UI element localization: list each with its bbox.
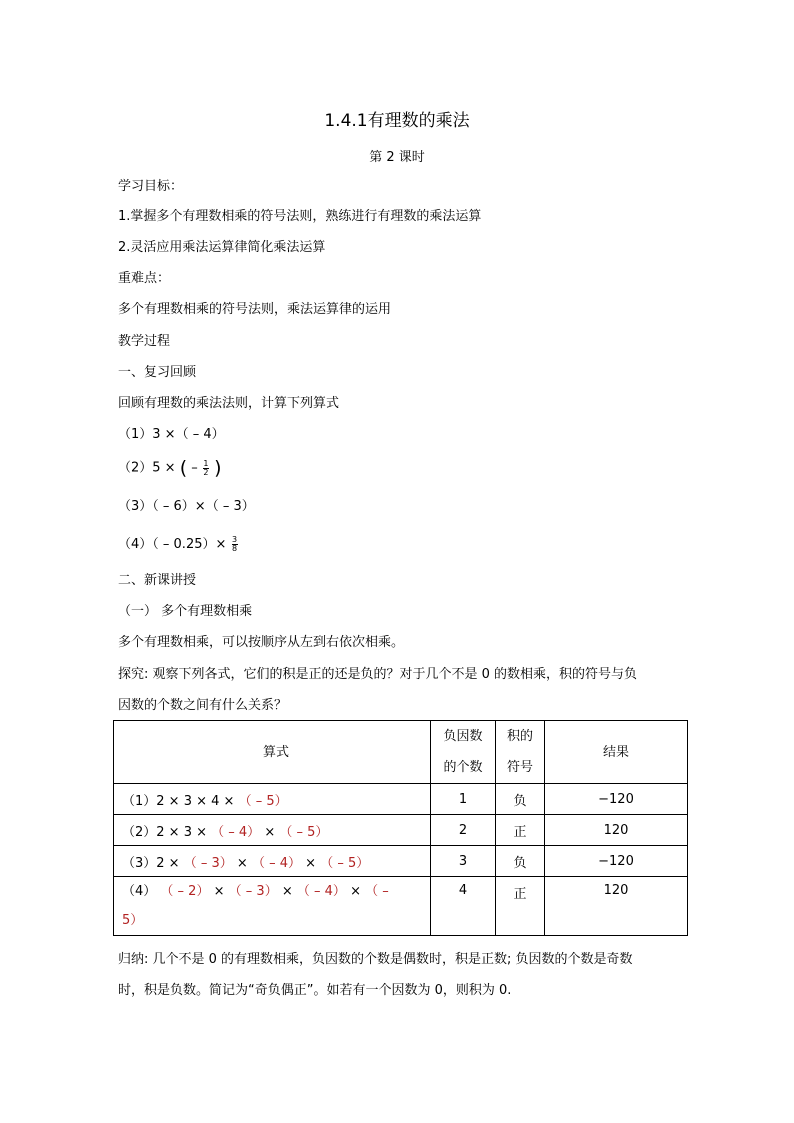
row-4-negative-factor: （ – 2） [160, 884, 210, 899]
row-3-sign: 负 [496, 846, 545, 877]
row-4-times: × [350, 884, 361, 899]
exercise-2-close-paren: ) [214, 457, 222, 479]
table-header-row [114, 721, 688, 784]
row-4-prefix: （4） [122, 884, 157, 899]
row-2-prefix: （2）2 × 3 × [122, 824, 207, 840]
row-4-negative-factor: （ – 3） [228, 884, 278, 899]
row-3-times: × [305, 855, 317, 871]
row-1-count: 1 [431, 784, 496, 815]
page-subtitle: 第 2 课时 [369, 150, 425, 165]
table-row [114, 784, 688, 815]
review-intro: 回顾有理数的乘法法则，计算下列算式 [118, 396, 340, 411]
exercise-2-open-paren: ( [179, 457, 188, 479]
explore-text-line-1: 探究: 观察下列各式，它们的积是正的还是负的？对于几个不是 0 的数相乘，积的符号与负 [118, 667, 638, 682]
row-3-negative-factor: （ – 3） [183, 855, 233, 871]
exercise-4-numerator: 3 [231, 535, 238, 544]
header-expression-label: 算式 [262, 744, 289, 760]
subsection-heading: （一） 多个有理数相乘 [118, 604, 253, 619]
exercise-4 [118, 536, 239, 554]
header-product-sign-line-2: 符号 [506, 760, 533, 775]
key-points-heading: 重难点： [118, 271, 171, 286]
row-4-times: × [281, 884, 293, 899]
header-product-sign [496, 721, 545, 784]
row-2-negative-factor: （ – 4） [211, 824, 261, 840]
exercise-1: （1）3 ×（ – 4） [118, 427, 225, 442]
row-1-expression [114, 784, 431, 815]
objectives-heading: 学习目标： [118, 179, 184, 194]
row-4-times: × [213, 884, 225, 899]
sign-rule-table [113, 720, 688, 936]
row-3-count: 3 [431, 846, 496, 877]
section-new-lesson-heading: 二、新课讲授 [118, 573, 197, 588]
key-points-text: 多个有理数相乘的符号法则，乘法运算律的运用 [118, 302, 392, 317]
objective-2: 2.灵活应用乘法运算律简化乘法运算 [118, 240, 326, 255]
exercise-3: （3）（ – 6）×（ – 3） [118, 499, 255, 514]
row-4-expression-line-1 [122, 877, 430, 906]
row-1-result: −120 [545, 784, 688, 815]
table-row [114, 815, 688, 846]
row-3-negative-factor: （ – 5） [320, 855, 370, 871]
row-2-sign: 正 [496, 815, 545, 846]
exercise-2-sign: – [191, 460, 198, 476]
row-4-negative-factor-start: （ – [365, 884, 389, 899]
conclusion-line-2: 时，积是负数。简记为“奇负偶正”。如若有一个因数为 0，则积为 0. [118, 983, 512, 998]
header-product-sign-line-1: 积的 [506, 729, 533, 744]
row-2-expression [114, 815, 431, 846]
row-4-count: 4 [431, 877, 496, 936]
row-4-expression [114, 877, 431, 936]
row-2-result: 120 [545, 815, 688, 846]
row-4-negative-factor: （ – 4） [296, 884, 346, 899]
row-3-prefix: （3）2 × [122, 855, 180, 871]
row-2-times: × [264, 824, 276, 840]
explore-text-line-2: 因数的个数之间有什么关系？ [118, 698, 288, 713]
rule-text: 多个有理数相乘，可以按顺序从左到右依次相乘。 [118, 635, 405, 650]
header-negative-count-line-2: 的个数 [443, 760, 483, 775]
row-4-expression-line-2: 5） [122, 913, 144, 928]
table-row [114, 877, 688, 936]
header-result-label: 结果 [602, 744, 629, 760]
objective-1: 1.掌握多个有理数相乘的符号法则，熟练进行有理数的乘法运算 [118, 209, 482, 224]
exercise-2 [118, 459, 221, 478]
exercise-2-fraction [203, 460, 209, 477]
exercise-2-prefix: （2）5 × [118, 460, 176, 476]
row-3-times: × [236, 855, 248, 871]
row-3-expression [114, 846, 431, 877]
section-review-heading: 一、复习回顾 [118, 365, 197, 380]
header-negative-count [431, 721, 496, 784]
row-1-prefix: （1）2 × 3 × 4 × [122, 793, 235, 809]
row-2-count: 2 [431, 815, 496, 846]
exercise-4-prefix: （4）（ – 0.25）× [118, 537, 227, 552]
process-heading: 教学过程 [118, 334, 171, 349]
row-4-sign: 正 [496, 877, 545, 936]
row-4-result: 120 [545, 877, 688, 936]
conclusion-line-1: 归纳: 几个不是 0 的有理数相乘，负因数的个数是偶数时，积是正数; 负因数的个数是奇数 [118, 952, 633, 967]
header-negative-count-line-1: 负因数 [443, 729, 483, 744]
page-title: 1.4.1有理数的乘法 [324, 111, 470, 131]
exercise-2-numerator: 1 [203, 458, 209, 468]
exercise-2-denominator: 2 [203, 467, 209, 477]
row-1-negative-factor: （ – 5） [238, 793, 288, 809]
row-2-negative-factor: （ – 5） [279, 824, 329, 840]
row-3-negative-factor: （ – 4） [251, 855, 301, 871]
header-result [545, 721, 688, 784]
table-row [114, 846, 688, 877]
exercise-4-fraction [232, 536, 238, 553]
exercise-4-denominator: 8 [231, 544, 238, 553]
header-expression [114, 721, 431, 784]
row-1-sign: 负 [496, 784, 545, 815]
row-3-result: −120 [545, 846, 688, 877]
